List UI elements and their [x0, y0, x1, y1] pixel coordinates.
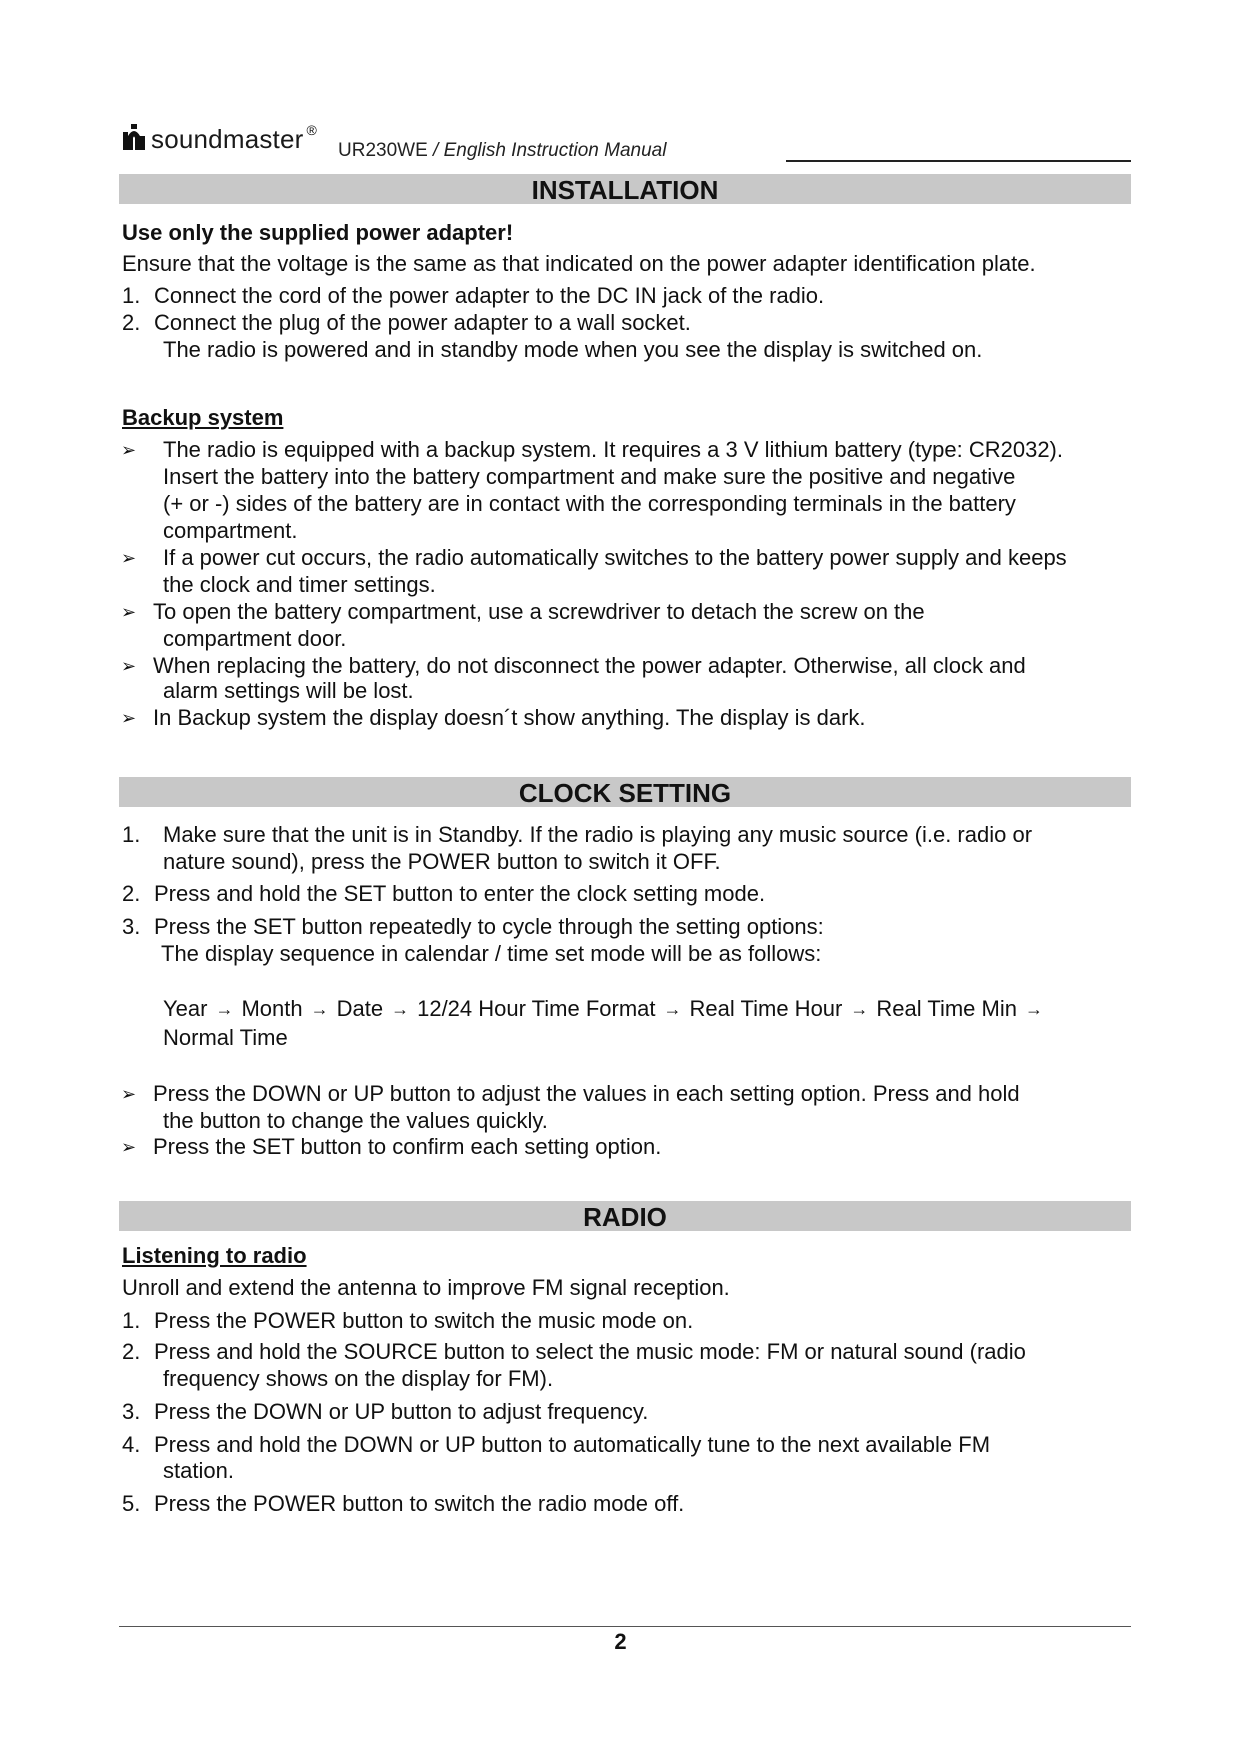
radio-heading: RADIO: [119, 1201, 1131, 1231]
clock-step-1-line: nature sound), press the POWER button to switch it OFF.: [163, 849, 721, 874]
installation-step-2-line: The radio is powered and in standby mode when you see the display is switched on.: [163, 337, 983, 362]
clock-step-3-line: Press the SET button repeatedly to cycle through the setting options:: [154, 914, 824, 939]
brand-logo: [121, 122, 317, 152]
backup-item-5-line: In Backup system the display doesn´t show anything. The display is dark.: [153, 705, 866, 730]
sequence-item: Normal Time: [163, 1025, 288, 1050]
arrow-icon: →: [310, 999, 329, 1019]
installation-step-1-line: Connect the cord of the power adapter to the DC IN jack of the radio.: [154, 283, 825, 308]
arrow-icon: →: [391, 999, 410, 1019]
page-header: [121, 118, 1131, 164]
backup-system-heading: Backup system: [122, 405, 284, 430]
header-rule: [786, 160, 1131, 162]
clock-step-3-number: 3.: [122, 914, 141, 939]
radio-step-1-number: 1.: [122, 1308, 141, 1333]
backup-item-1-line: (+ or -) sides of the battery are in contact with the corresponding terminals in the battery: [163, 491, 1016, 516]
clock-setting-heading: CLOCK SETTING: [119, 777, 1131, 807]
installation-intro: Ensure that the voltage is the same as that indicated on the power adapter identification plate.: [122, 251, 1036, 276]
radio-step-5-number: 5.: [122, 1491, 141, 1516]
radio-step-3-number: 3.: [122, 1399, 141, 1424]
clock-bullet-2-line: Press the SET button to confirm each setting option.: [153, 1134, 662, 1159]
bullet-icon: ➢: [121, 1137, 137, 1157]
soundmaster-logo-icon: [121, 122, 147, 152]
installation-step-1-number: 1.: [122, 283, 141, 308]
bullet-icon: ➢: [121, 1084, 137, 1104]
arrow-icon: →: [1024, 999, 1043, 1019]
radio-step-4-line: Press and hold the DOWN or UP button to automatically tune to the next available FM: [154, 1432, 991, 1457]
clock-step-2-line: Press and hold the SET button to enter the clock setting mode.: [154, 881, 766, 906]
sequence-item: Real Time Min: [876, 996, 1017, 1021]
backup-item-1-line: compartment.: [163, 518, 298, 543]
radio-step-5-line: Press the POWER button to switch the radio mode off.: [154, 1491, 685, 1516]
radio-step-4-line: station.: [163, 1458, 234, 1483]
clock-bullet-1-line: Press the DOWN or UP button to adjust the values in each setting option. Press and hold: [153, 1081, 1020, 1106]
radio-step-2-line: Press and hold the SOURCE button to select the music mode: FM or natural sound (radio: [154, 1339, 1026, 1364]
radio-step-2-number: 2.: [122, 1339, 141, 1364]
radio-step-3-line: Press the DOWN or UP button to adjust frequency.: [154, 1399, 649, 1424]
model-title: [338, 140, 666, 162]
clock-step-2-number: 2.: [122, 881, 141, 906]
page-number: 2: [614, 1629, 627, 1654]
backup-item-4-line: alarm settings will be lost.: [163, 678, 414, 703]
manual-title: / English Instruction Manual: [433, 140, 667, 161]
arrow-icon: →: [215, 999, 234, 1019]
power-adapter-warning: Use only the supplied power adapter!: [122, 220, 514, 245]
clock-step-1-number: 1.: [122, 822, 141, 847]
sequence-item: Month: [241, 996, 303, 1021]
radio-step-2-line: frequency shows on the display for FM).: [163, 1366, 554, 1391]
bullet-icon: ➢: [121, 656, 137, 676]
brand-name: soundmaster: [151, 124, 304, 154]
clock-step-1-line: Make sure that the unit is in Standby. If the radio is playing any music source (i.e. radio or: [163, 822, 1033, 847]
radio-step-4-number: 4.: [122, 1432, 141, 1457]
sequence-item: Year: [163, 996, 208, 1021]
backup-item-4-line: When replacing the battery, do not disconnect the power adapter. Otherwise, all clock and: [153, 653, 1026, 678]
backup-item-3-line: To open the battery compartment, use a screwdriver to detach the screw on the: [153, 599, 925, 624]
arrow-icon: →: [850, 999, 869, 1019]
footer-rule: [119, 1626, 1131, 1627]
sequence-item: 12/24 Hour Time Format: [417, 996, 656, 1021]
bullet-icon: ➢: [121, 708, 137, 728]
backup-item-3-line: compartment door.: [163, 626, 347, 651]
listening-to-radio-heading: Listening to radio: [122, 1243, 307, 1268]
radio-intro: Unroll and extend the antenna to improve FM signal reception.: [122, 1275, 730, 1300]
backup-item-1-line: The radio is equipped with a backup system. It requires a 3 V lithium battery (type: CR2032).: [163, 437, 1063, 462]
model-number: UR230WE: [338, 140, 428, 161]
installation-heading: INSTALLATION: [119, 174, 1131, 204]
sequence-item: Date: [336, 996, 384, 1021]
bullet-icon: ➢: [121, 602, 137, 622]
clock-bullet-1-line: the button to change the values quickly.: [163, 1108, 548, 1133]
bullet-icon: ➢: [121, 548, 137, 568]
clock-step-3-line: The display sequence in calendar / time set mode will be as follows:: [161, 941, 822, 966]
radio-step-1-line: Press the POWER button to switch the music mode on.: [154, 1308, 694, 1333]
registered-mark: ®: [306, 122, 317, 138]
backup-item-2-line: the clock and timer settings.: [163, 572, 436, 597]
backup-item-1-line: Insert the battery into the battery compartment and make sure the positive and negative: [163, 464, 1016, 489]
sequence-item: Real Time Hour: [689, 996, 843, 1021]
backup-item-2-line: If a power cut occurs, the radio automatically switches to the battery power supply and keeps: [163, 545, 1067, 570]
installation-step-2-number: 2.: [122, 310, 141, 335]
clock-sequence: [163, 996, 1051, 1023]
installation-step-2-line: Connect the plug of the power adapter to a wall socket.: [154, 310, 691, 335]
arrow-icon: →: [663, 999, 682, 1019]
bullet-icon: ➢: [121, 440, 137, 460]
